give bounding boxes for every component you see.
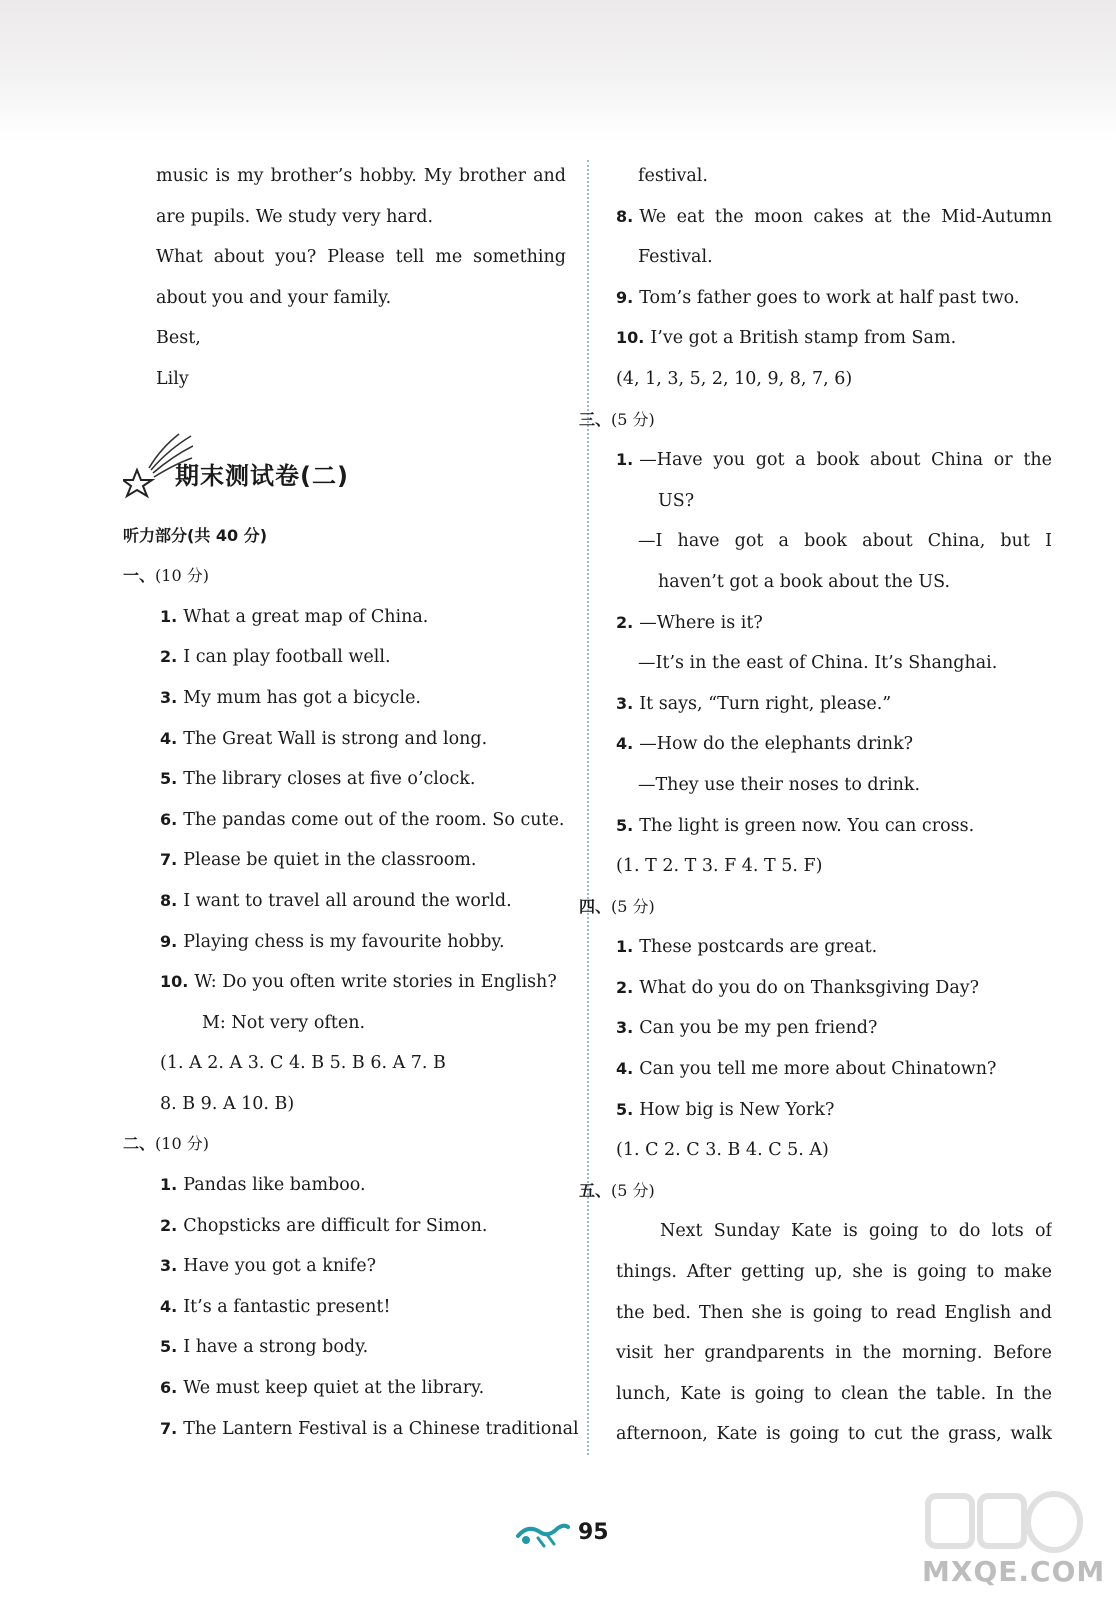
section-heading-5: 五、(5 分) <box>579 1180 655 1200</box>
list-item: 5. The library closes at five o’clock. <box>160 769 476 790</box>
paragraph-line: visit her grandparents in the morning. Before <box>616 1343 1052 1364</box>
section-heading-4: 四、(5 分) <box>579 896 655 916</box>
list-item: 7. The Lantern Festival is a Chinese traditional <box>160 1418 579 1439</box>
test-title: 期末测试卷(二) <box>175 461 349 490</box>
list-item-continuation: US? <box>658 490 695 511</box>
list-item: 1. —Have you got a book about China or the <box>616 450 1052 471</box>
list-item: 6. We must keep quiet at the library. <box>160 1378 485 1399</box>
section-heading-3: 三、(5 分) <box>579 409 655 429</box>
list-item: 2. —Where is it? <box>616 612 763 633</box>
list-item: 1. What a great map of China. <box>160 606 429 627</box>
test-title-block <box>123 424 566 516</box>
scan-top-shadow <box>0 0 1116 140</box>
list-item: 10. I’ve got a British stamp from Sam. <box>616 328 957 349</box>
list-item: 8. We eat the moon cakes at the Mid-Autumn <box>616 206 1052 227</box>
letter-line: music is my brother’s hobby. My brother and <box>156 166 566 186</box>
column-divider <box>587 160 589 1455</box>
list-item-continuation: Festival. <box>638 247 713 268</box>
list-item: 3. Have you got a knife? <box>160 1256 376 1277</box>
section-heading-2: 二、(10 分) <box>123 1134 209 1154</box>
list-item: 4. —How do the elephants drink? <box>616 734 914 755</box>
list-item: 1. Pandas like bamboo. <box>160 1175 366 1196</box>
answer-key: 8. B 9. A 10. B) <box>160 1093 295 1114</box>
list-item-continuation: festival. <box>638 166 708 186</box>
paragraph-line: lunch, Kate is going to clean the table. In the <box>616 1383 1052 1404</box>
watermark-text: MXQE.COM <box>922 1555 1106 1588</box>
list-item: 9. Tom’s father goes to work at half past two. <box>616 287 1020 308</box>
letter-line: about you and your family. <box>156 287 392 308</box>
letter-line: What about you? Please tell me something <box>156 247 566 268</box>
dialogue-line: —It’s in the east of China. It’s Shanghai. <box>638 653 998 674</box>
letter-line: are pupils. We study very hard. <box>156 206 434 227</box>
list-item: 3. Can you be my pen friend? <box>616 1018 878 1039</box>
list-item: 6. The pandas come out of the room. So cute. <box>160 809 565 830</box>
list-item: 3. It says, “Turn right, please.” <box>616 693 892 714</box>
list-item: 3. My mum has got a bicycle. <box>160 687 421 708</box>
section-heading-1: 一、(10 分) <box>123 566 209 586</box>
letter-signature: Lily <box>156 368 189 389</box>
paragraph-line: afternoon, Kate is going to cut the grass, walk <box>616 1424 1052 1445</box>
dialogue-line: —They use their noses to drink. <box>638 774 921 795</box>
list-item: 2. I can play football well. <box>160 647 391 668</box>
answer-key: (4, 1, 3, 5, 2, 10, 9, 8, 7, 6) <box>616 368 853 389</box>
left-column <box>123 156 579 1449</box>
answer-key: (1. T 2. T 3. F 4. T 5. F) <box>616 856 823 877</box>
list-item: 4. The Great Wall is strong and long. <box>160 728 488 749</box>
page-number: 95 <box>578 1520 609 1545</box>
part-heading: 听力部分(共 40 分) <box>123 525 268 545</box>
list-item: 10. W: Do you often write stories in English? <box>160 972 557 993</box>
list-item: 2. What do you do on Thanksgiving Day? <box>616 977 980 998</box>
list-item: 5. How big is New York? <box>616 1099 835 1120</box>
list-item: 2. Chopsticks are difficult for Simon. <box>160 1215 488 1236</box>
list-item: 7. Please be quiet in the classroom. <box>160 850 477 871</box>
list-item: 9. Playing chess is my favourite hobby. <box>160 931 505 952</box>
list-item: 5. I have a strong body. <box>160 1337 369 1358</box>
paragraph-line: things. After getting up, she is going to make <box>616 1262 1052 1283</box>
list-item-continuation: haven’t got a book about the US. <box>658 571 951 592</box>
right-column <box>579 156 1052 1455</box>
list-item: 1. These postcards are great. <box>616 937 878 958</box>
list-item-continuation: M: Not very often. <box>202 1012 366 1033</box>
list-item: 4. Can you tell me more about Chinatown? <box>616 1059 997 1080</box>
answer-key: (1. A 2. A 3. C 4. B 5. B 6. A 7. B <box>160 1053 446 1074</box>
dialogue-line: —I have got a book about China, but I <box>638 531 1052 552</box>
list-item: 8. I want to travel all around the world. <box>160 890 512 911</box>
footer-logo-icon <box>514 1518 570 1548</box>
paragraph-line: Next Sunday Kate is going to do lots of <box>660 1221 1052 1242</box>
answer-key: (1. C 2. C 3. B 4. C 5. A) <box>616 1140 829 1161</box>
list-item: 5. The light is green now. You can cross. <box>616 815 975 836</box>
paragraph-line: the bed. Then she is going to read English and <box>616 1302 1052 1323</box>
list-item: 4. It’s a fantastic present! <box>160 1296 391 1317</box>
letter-closing: Best, <box>156 328 201 349</box>
